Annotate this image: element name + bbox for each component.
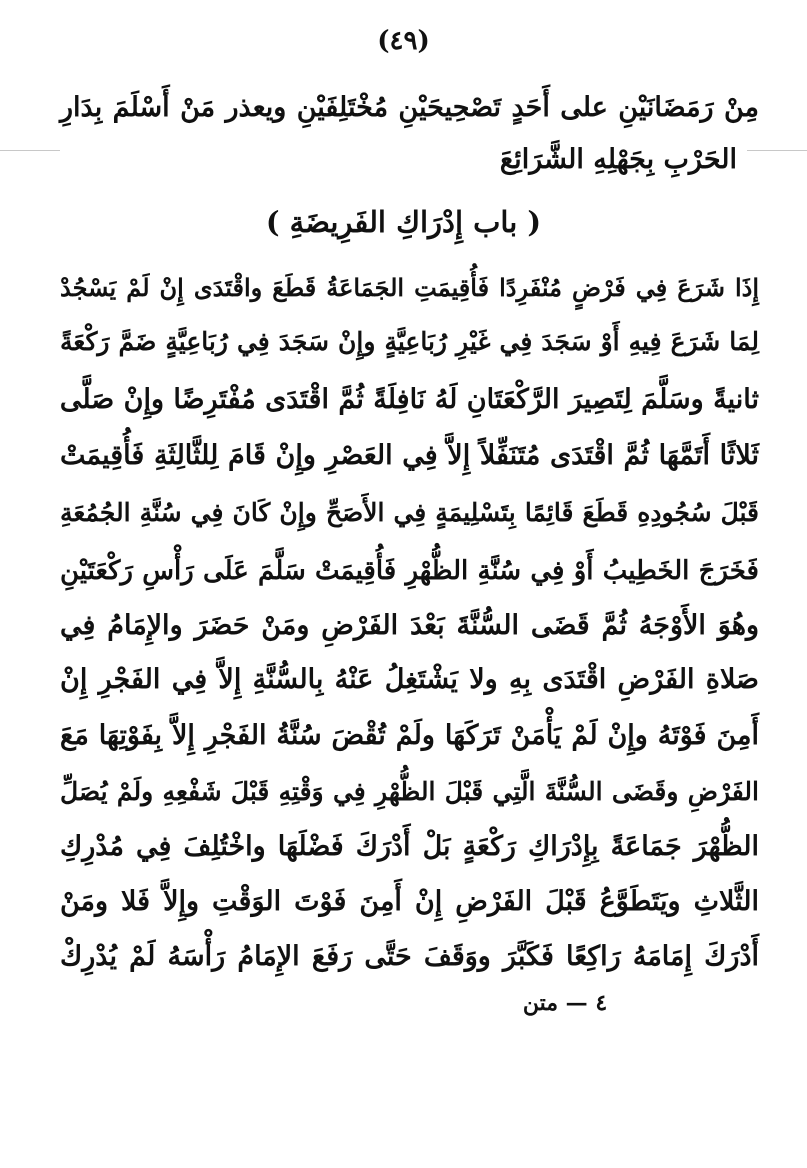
intro-line: مِنْ رَمَضَانَيْنِ على أَحَدٍ تَصْحِيحَيْنِ مُخْتَلِفَيْنِ ويعذر مَنْ أَسْلَمَ بِدَارِ xyxy=(60,92,759,123)
text-line: ثَلاثًا أَتَمَّهَا ثُمَّ اقْتَدَى مُتَنَفِّلاً إِلاَّ فِي العَصْرِ وإِنْ قَامَ لِلثَّالِثَةِ فَأُقِيمَتْ xyxy=(60,440,759,471)
text-line: إِذَا شَرَعَ فِي فَرْضٍ مُنْفَرِدًا فَأُقِيمَتِ الجَمَاعَةُ قَطَعَ واقْتَدَى إِنْ لَمْ يَسْجُدْ xyxy=(60,273,759,302)
catchword: ٤ — متن xyxy=(522,990,608,1016)
text-line: الظُّهْرَ جَمَاعَةً بِإِدْرَاكِ رَكْعَةٍ بَلْ أَدْرَكَ فَضْلَهَا واخْتُلِفَ فِي مُدْرِكِ xyxy=(60,831,759,862)
text-line: قَبْلَ سُجُودِهِ قَطَعَ قَائِمًا بِتَسْلِيمَةٍ فِي الأَصَحِّ وإِنْ كَانَ فِي سُنَّةِ الجُمُعَةِ xyxy=(60,498,759,527)
text-line: أَدْرَكَ إِمَامَهُ رَاكِعًا فَكَبَّرَ ووَقَفَ حَتَّى رَفَعَ الإِمَامُ رَأْسَهُ لَمْ يُدْرِكْ xyxy=(60,941,759,972)
text-line: ثانيةً وسَلَّمَ لِتَصِيرَ الرَّكْعَتَانِ لَهُ نَافِلَةً ثُمَّ اقْتَدَى مُفْتَرِضًا وإِنْ صَلَّى xyxy=(59,384,759,415)
scan-artifact-line xyxy=(747,150,807,151)
scan-artifact-line xyxy=(0,150,60,151)
text-line: صَلاةِ الفَرْضِ اقْتَدَى بِهِ ولا يَشْتَغِلُ عَنْهُ بِالسُّنَّةِ إِلاَّ فِي الفَجْرِ إِنْ xyxy=(60,664,759,695)
text-line: أَمِنَ فَوْتَهُ وإِنْ لَمْ يَأْمَنْ تَرَكَهَا ولَمْ تُقْضَ سُنَّةُ الفَجْرِ إِلاَّ بِفَوْتِهَا مَعَ xyxy=(60,720,759,751)
intro-line: الحَرْبِ بِجَهْلِهِ الشَّرَائِعَ xyxy=(499,144,737,175)
text-line: وهُوَ الأَوْجَهُ ثُمَّ قَضَى السُّنَّةَ بَعْدَ الفَرْضِ ومَنْ حَضَرَ والإِمَامُ فِي xyxy=(60,610,759,641)
text-line: الفَرْضِ وقَضَى السُّنَّةَ الَّتِي قَبْلَ الظُّهْرِ فِي وَقْتِهِ قَبْلَ شَفْعِهِ ولَمْ يُصَلِّ xyxy=(60,777,759,806)
text-line: فَخَرَجَ الخَطِيبُ أَوْ فِي سُنَّةِ الظُّهْرِ فَأُقِيمَتْ سَلَّمَ عَلَى رَأْسِ رَكْعَتَيْنِ xyxy=(60,556,759,586)
section-heading: ( باب إِدْرَاكِ الفَرِيضَةِ ) xyxy=(265,205,542,239)
page-number: (٤٩) xyxy=(377,26,430,56)
text-line: الثَّلاثِ ويَتَطَوَّعُ قَبْلَ الفَرْضِ إِنْ أَمِنَ فَوْتَ الوَقْتِ وإِلاَّ فَلا ومَنْ xyxy=(60,886,759,917)
text-line: لِمَا شَرَعَ فِيهِ أَوْ سَجَدَ فِي غَيْرِ رُبَاعِيَّةٍ وإِنْ سَجَدَ فِي رُبَاعِيَّةٍ ضَمَّ رَكْعَةً xyxy=(60,327,759,356)
